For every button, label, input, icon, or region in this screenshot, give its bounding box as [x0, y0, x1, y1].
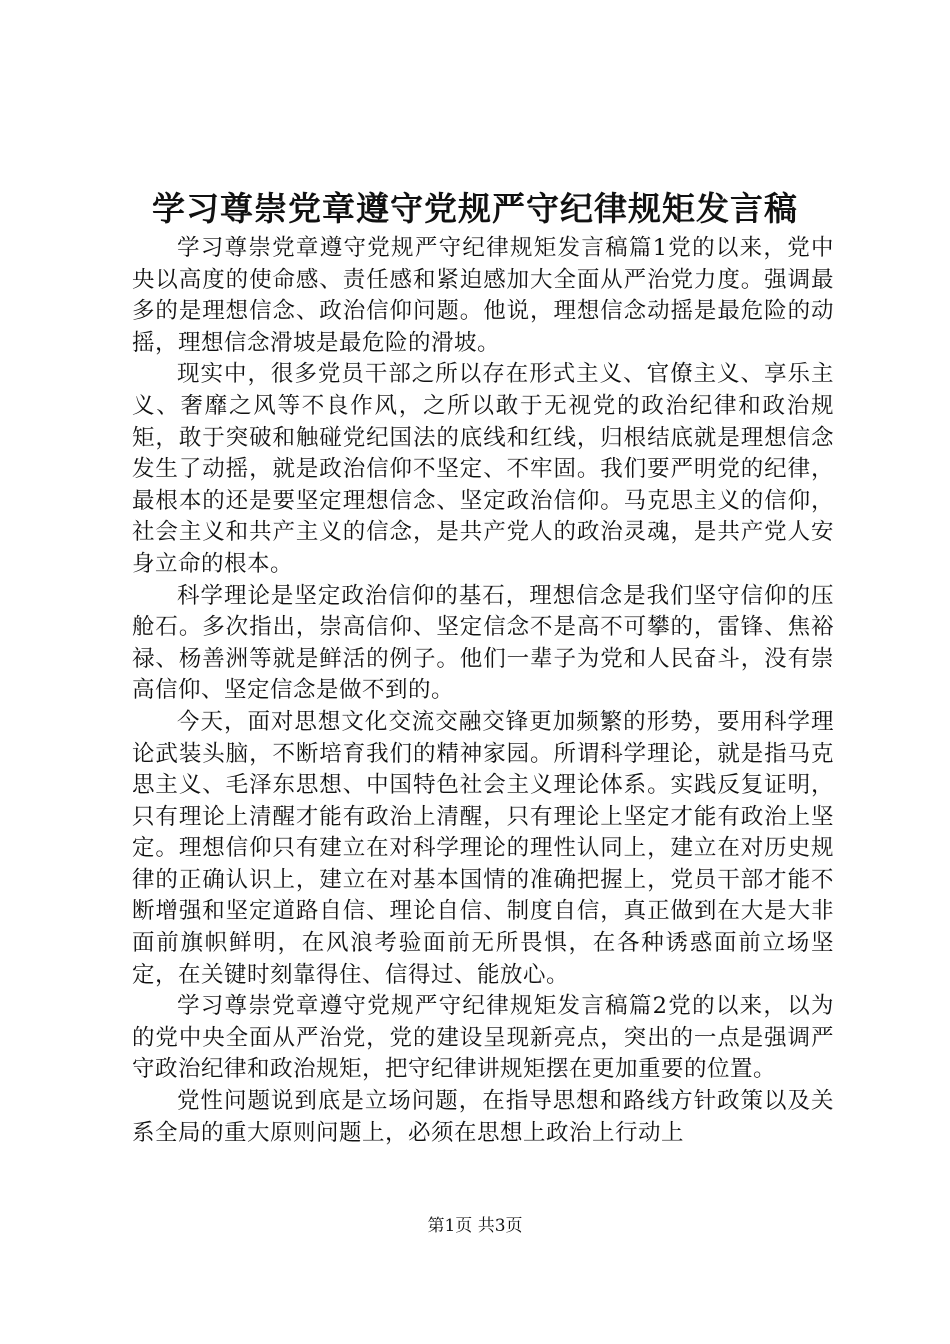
- paragraph-5: 学习尊崇党章遵守党规严守纪律规矩发言稿篇2党的以来，以为的党中央全面从严治党，党的建设呈现新亮点，突出的一点是强调严守政治纪律和政治规矩，把守纪律讲规矩摆在更加重要的位置。: [132, 993, 834, 1083]
- paragraph-1: 学习尊崇党章遵守党规严守纪律规矩发言稿篇1党的以来，党中央以高度的使命感、责任感和紧迫感加大全面从严治党力度。强调最多的是理想信念、政治信仰问题。他说，理想信念动摇是最危险的动摇，理想信念滑坡是最危险的滑坡。: [132, 235, 834, 356]
- paragraph-2: 现实中，很多党员干部之所以存在形式主义、官僚主义、享乐主义、奢靡之风等不良作风，之所以敢于无视党的政治纪律和政治规矩，敢于突破和触碰党纪国法的底线和红线，归根结底就是理想信念发生了动摇，就是政治信仰不坚定、不牢固。我们要严明党的纪律，最根本的还是要坚定理想信念、坚定政治信仰。马克思主义的信仰，社会主义和共产主义的信念，是共产党人的政治灵魂，是共产党人安身立命的根本。: [132, 361, 834, 577]
- page-number-footer: 第1页 共3页: [427, 1216, 523, 1236]
- document-body: [132, 233, 834, 1149]
- document-title: 学习尊崇党章遵守党规严守纪律规矩发言稿: [152, 189, 798, 228]
- paragraph-4: 今天，面对思想文化交流交融交锋更加频繁的形势，要用科学理论武装头脑，不断培育我们的精神家园。所谓科学理论，就是指马克思主义、毛泽东思想、中国特色社会主义理论体系。实践反复证明，只有理论上清醒才能有政治上清醒，只有理论上坚定才能有政治上坚定。理想信仰只有建立在对科学理论的理性认同上，建立在对历史规律的正确认识上，建立在对基本国情的准确把握上，党员干部才能不断增强和坚定道路自信、理论自信、制度自信，真正做到在大是大非面前旗帜鲜明，在风浪考验面前无所畏惧，在各种诱惑面前立场坚定，在关键时刻靠得住、信得过、能放心。: [132, 708, 834, 988]
- paragraph-3: 科学理论是坚定政治信仰的基石，理想信念是我们坚守信仰的压舱石。多次指出，崇高信仰、坚定信念不是高不可攀的，雷锋、焦裕禄、杨善洲等就是鲜活的例子。他们一辈子为党和人民奋斗，没有崇高信仰、坚定信念是做不到的。: [132, 582, 834, 704]
- paragraph-6: 党性问题说到底是立场问题，在指导思想和路线方针政策以及关系全局的重大原则问题上，必须在思想上政治上行动上: [132, 1088, 834, 1146]
